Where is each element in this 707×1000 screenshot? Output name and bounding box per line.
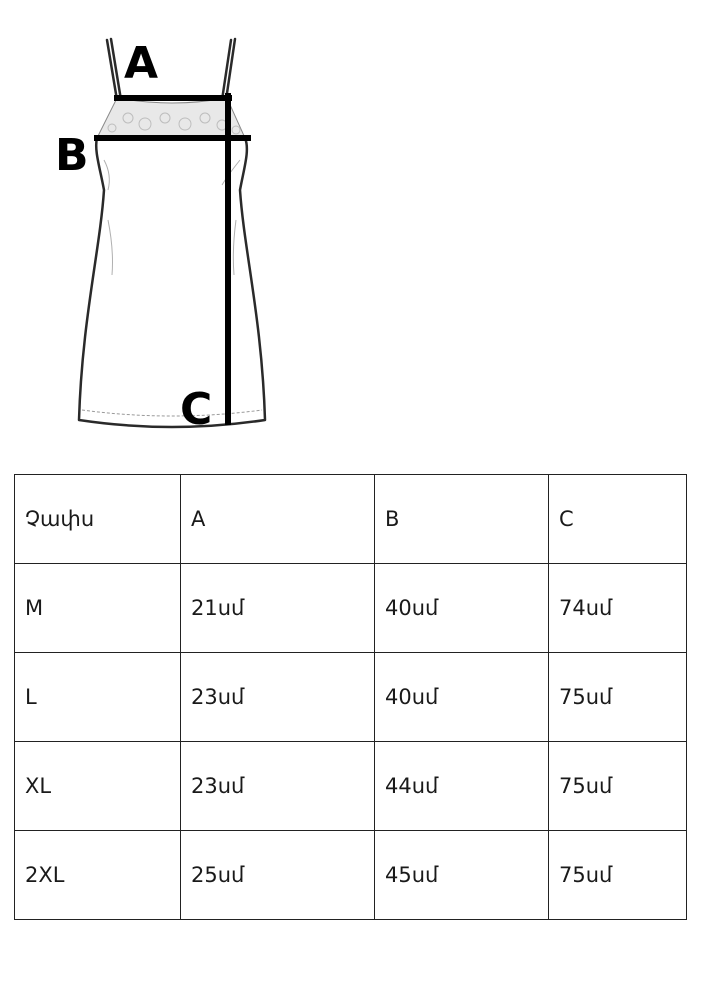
cell-b: 40սմ xyxy=(375,653,549,742)
size-table xyxy=(14,474,687,920)
cell-size: L xyxy=(15,653,181,742)
marker-c: C xyxy=(180,384,213,435)
cell-b: 40սմ xyxy=(375,564,549,653)
cell-size: XL xyxy=(15,742,181,831)
header-b: B xyxy=(375,475,549,564)
table-row xyxy=(15,653,687,742)
cell-b: 44սմ xyxy=(375,742,549,831)
marker-b: B xyxy=(55,130,89,181)
cell-c: 75սմ xyxy=(549,831,687,920)
table-row xyxy=(15,742,687,831)
header-size: Չափս xyxy=(15,475,181,564)
lace-trim xyxy=(97,98,245,138)
cell-c: 75սմ xyxy=(549,742,687,831)
cell-b: 45սմ xyxy=(375,831,549,920)
header-a: A xyxy=(181,475,375,564)
table-row xyxy=(15,831,687,920)
cell-a: 21սմ xyxy=(181,564,375,653)
dress-body xyxy=(79,138,265,427)
cell-c: 75սմ xyxy=(549,653,687,742)
table-row xyxy=(15,564,687,653)
marker-a: A xyxy=(124,38,159,89)
table-header-row xyxy=(15,475,687,564)
cell-a: 23սմ xyxy=(181,742,375,831)
cell-size: 2XL xyxy=(15,831,181,920)
cell-a: 25սմ xyxy=(181,831,375,920)
cell-size: M xyxy=(15,564,181,653)
header-c: C xyxy=(549,475,687,564)
cell-a: 23սմ xyxy=(181,653,375,742)
dress-diagram xyxy=(0,0,707,450)
cell-c: 74սմ xyxy=(549,564,687,653)
